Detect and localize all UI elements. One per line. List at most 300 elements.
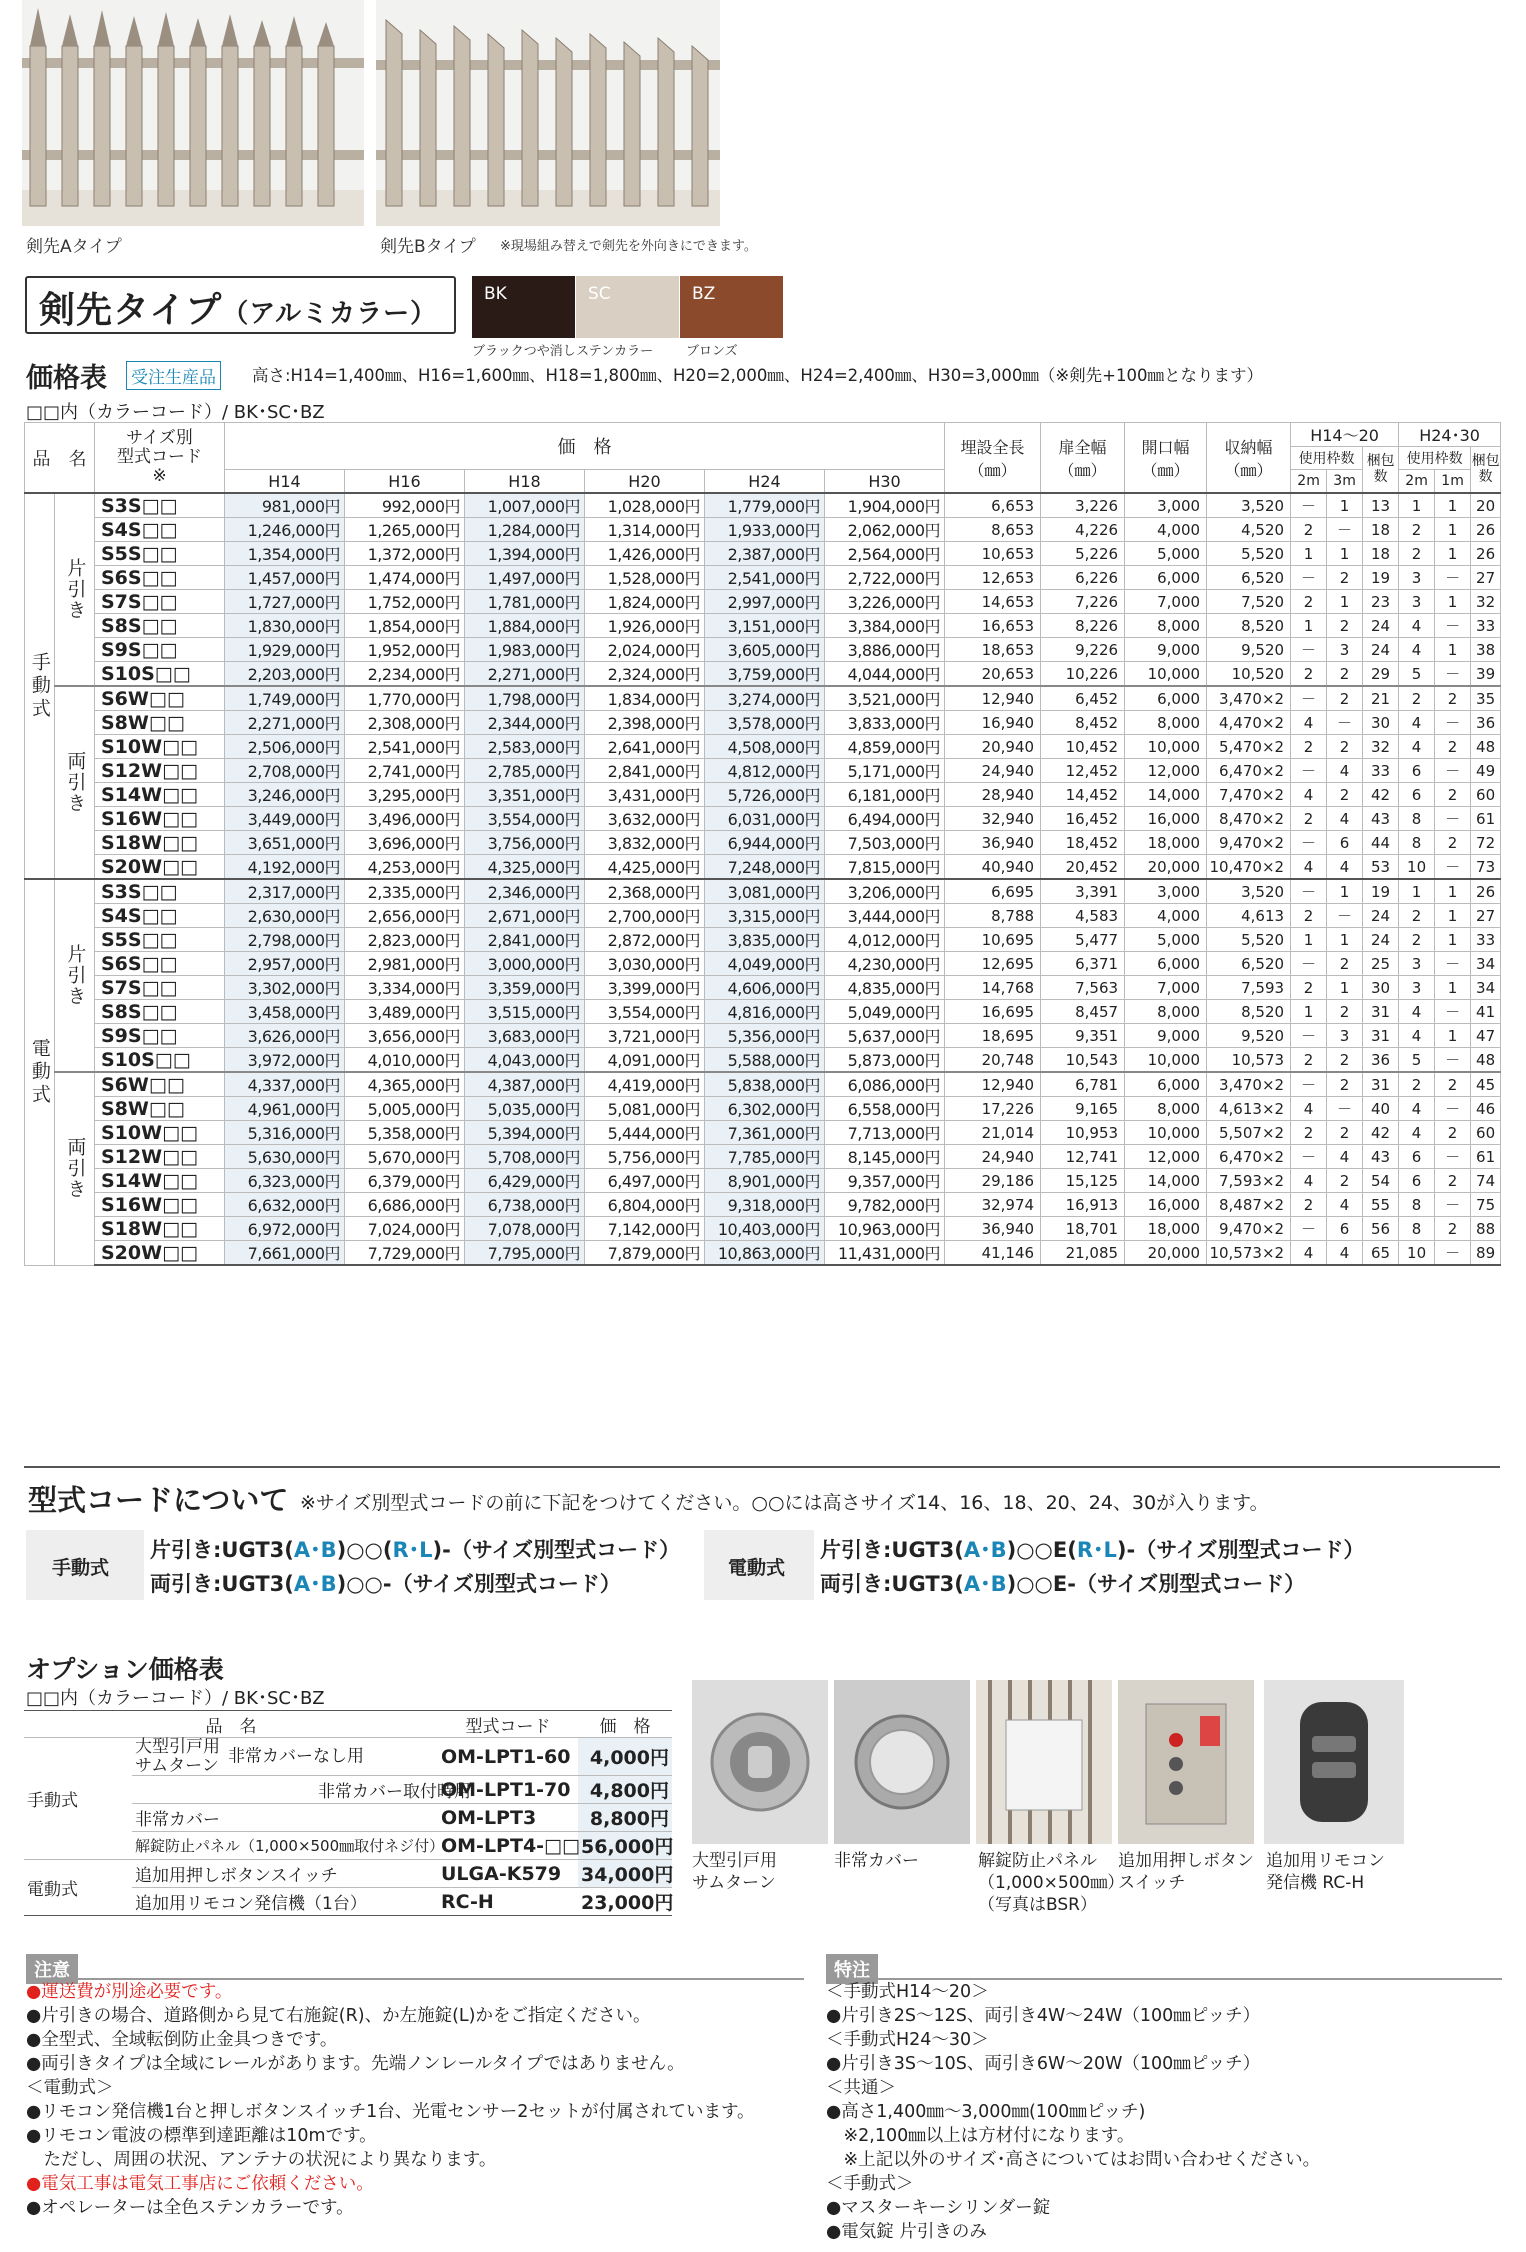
count-cell: 4 — [1399, 711, 1435, 735]
price-cell: 6,379,000円 — [345, 1169, 465, 1193]
price-cell: 7,078,000円 — [465, 1217, 585, 1241]
count-cell: 29 — [1363, 662, 1399, 687]
opt-code-0: OM-LPT1-60 — [438, 1738, 578, 1776]
dimension-cell: 41,146 — [945, 1241, 1041, 1266]
dimension-cell: 10,000 — [1125, 1121, 1207, 1145]
option-color-note: □□内（カラーコード）/ BK･SC･BZ — [26, 1688, 325, 1709]
count-cell: 1 — [1435, 928, 1471, 952]
price-cell: 1,933,000円 — [705, 518, 825, 542]
dimension-cell: 24,940 — [945, 759, 1041, 783]
count-cell: － — [1435, 1145, 1471, 1169]
price-cell: 1,834,000円 — [585, 686, 705, 711]
price-cell: 3,399,000円 — [585, 976, 705, 1000]
count-cell: 2 — [1435, 686, 1471, 711]
opt-name-2: 非常カバー — [132, 1804, 438, 1832]
price-cell: 2,024,000円 — [585, 638, 705, 662]
count-cell: － — [1435, 759, 1471, 783]
price-cell: 8,901,000円 — [705, 1169, 825, 1193]
custom-title: 特注 — [826, 1954, 878, 1984]
dimension-cell: 8,226 — [1041, 614, 1125, 638]
size-code: S10S□□ — [95, 662, 225, 687]
price-cell: 11,431,000円 — [825, 1241, 945, 1266]
price-cell: 3,651,000円 — [225, 831, 345, 855]
count-cell: 2 — [1435, 735, 1471, 759]
dimension-cell: 29,186 — [945, 1169, 1041, 1193]
color-code-note: □□内（カラーコード）/ BK･SC･BZ — [26, 402, 325, 423]
dimension-cell: 18,701 — [1041, 1217, 1125, 1241]
count-cell: － — [1291, 759, 1327, 783]
count-cell: 26 — [1471, 542, 1501, 566]
count-cell: 60 — [1471, 1121, 1501, 1145]
th-kakaku: 価 格 — [225, 423, 945, 470]
dimension-cell: 32,940 — [945, 807, 1041, 831]
code-fragment: )○○E-（サイズ別型式コード） — [1006, 1572, 1306, 1596]
opt-code-2: OM-LPT3 — [438, 1804, 578, 1832]
count-cell: 8 — [1399, 1217, 1435, 1241]
opt-price-4: 34,000円 — [578, 1860, 672, 1888]
price-cell: 2,823,000円 — [345, 928, 465, 952]
count-cell: 25 — [1363, 952, 1399, 976]
count-cell: 31 — [1363, 1072, 1399, 1097]
price-cell: 3,030,000円 — [585, 952, 705, 976]
dimension-cell: 18,000 — [1125, 831, 1207, 855]
count-cell: － — [1327, 904, 1363, 928]
count-cell: 41 — [1471, 1000, 1501, 1024]
count-cell: 34 — [1471, 976, 1501, 1000]
count-cell: 1 — [1435, 542, 1471, 566]
code-fragment: )○○E( — [1006, 1538, 1077, 1562]
count-cell: 30 — [1363, 976, 1399, 1000]
price-cell: 7,729,000円 — [345, 1241, 465, 1266]
dimension-cell: 8,000 — [1125, 711, 1207, 735]
count-cell: 1 — [1327, 928, 1363, 952]
count-cell: 31 — [1363, 1000, 1399, 1024]
count-cell: 2 — [1291, 1121, 1327, 1145]
price-cell: 2,841,000円 — [585, 759, 705, 783]
count-cell: 1 — [1399, 493, 1435, 518]
price-cell: 3,833,000円 — [825, 711, 945, 735]
caution-item: ●リモコン発信機1台と押しボタンスイッチ1台、光電センサー2セットが付属されています。 — [26, 2102, 755, 2122]
count-cell: 32 — [1471, 590, 1501, 614]
price-cell: 2,700,000円 — [585, 904, 705, 928]
fence-photo-type-b — [376, 0, 720, 226]
th-h14: H14 — [225, 470, 345, 494]
size-code: S6W□□ — [95, 686, 225, 711]
dimension-cell: 36,940 — [945, 831, 1041, 855]
caution-item: ただし、周囲の状況、アンテナの状況により異なります。 — [26, 2150, 497, 2170]
dimension-cell: 9,226 — [1041, 638, 1125, 662]
dimension-cell: 4,000 — [1125, 518, 1207, 542]
dimension-cell: 20,748 — [945, 1048, 1041, 1073]
count-cell: － — [1435, 614, 1471, 638]
count-cell: 2 — [1435, 831, 1471, 855]
count-cell: 36 — [1363, 1048, 1399, 1073]
count-cell: 43 — [1363, 1145, 1399, 1169]
price-cell: 1,798,000円 — [465, 686, 585, 711]
electric-code-line-1 — [820, 1534, 1365, 1564]
option-photo-cover — [834, 1680, 970, 1844]
size-code: S6W□□ — [95, 1072, 225, 1097]
price-cell: 3,515,000円 — [465, 1000, 585, 1024]
price-cell: 1,394,000円 — [465, 542, 585, 566]
price-cell: 5,356,000円 — [705, 1024, 825, 1048]
dimension-cell: 16,913 — [1041, 1193, 1125, 1217]
count-cell: 2 — [1327, 735, 1363, 759]
size-code: S5S□□ — [95, 928, 225, 952]
dimension-cell: 12,695 — [945, 952, 1041, 976]
count-cell: － — [1327, 1097, 1363, 1121]
swatch-caption-bk: ブラックつや消し — [472, 344, 576, 359]
dimension-cell: 16,000 — [1125, 807, 1207, 831]
price-cell: 3,458,000円 — [225, 1000, 345, 1024]
dimension-cell: 7,000 — [1125, 976, 1207, 1000]
count-cell: 61 — [1471, 807, 1501, 831]
count-cell: 38 — [1471, 638, 1501, 662]
count-cell: 4 — [1399, 638, 1435, 662]
price-cell: 6,632,000円 — [225, 1193, 345, 1217]
opt-row-name — [132, 1738, 438, 1776]
price-cell: 9,357,000円 — [825, 1169, 945, 1193]
count-cell: － — [1435, 1241, 1471, 1266]
count-cell: 4 — [1399, 1121, 1435, 1145]
size-code: S16W□□ — [95, 1193, 225, 1217]
table-row — [25, 1024, 1501, 1048]
price-cell: 6,558,000円 — [825, 1097, 945, 1121]
count-cell: － — [1291, 831, 1327, 855]
count-cell: 2 — [1399, 904, 1435, 928]
caution-title: 注意 — [26, 1954, 78, 1984]
size-code: S7S□□ — [95, 590, 225, 614]
price-cell: 4,049,000円 — [705, 952, 825, 976]
dimension-cell: 20,452 — [1041, 855, 1125, 880]
price-cell: 3,756,000円 — [465, 831, 585, 855]
dimension-cell: 9,165 — [1041, 1097, 1125, 1121]
price-cell: 3,626,000円 — [225, 1024, 345, 1048]
price-cell: 2,234,000円 — [345, 662, 465, 687]
count-cell: 8 — [1399, 831, 1435, 855]
count-cell: － — [1327, 711, 1363, 735]
price-cell: 1,904,000円 — [825, 493, 945, 518]
price-cell: 3,696,000円 — [345, 831, 465, 855]
price-cell: 3,151,000円 — [705, 614, 825, 638]
count-cell: 2 — [1435, 1072, 1471, 1097]
made-to-order-badge: 受注生産品 — [126, 361, 221, 390]
option-photo-remote — [1264, 1680, 1404, 1844]
price-cell: 4,253,000円 — [345, 855, 465, 880]
dimension-cell: 5,470×2 — [1207, 735, 1291, 759]
count-cell: 40 — [1363, 1097, 1399, 1121]
option-table — [24, 1710, 672, 1916]
size-code: S20W□□ — [95, 855, 225, 880]
dimension-cell: 5,520 — [1207, 928, 1291, 952]
price-cell: 1,727,000円 — [225, 590, 345, 614]
table-row — [25, 518, 1501, 542]
count-cell: 10 — [1399, 1241, 1435, 1266]
opt-price-5: 23,000円 — [578, 1888, 672, 1916]
dimension-cell: 12,940 — [945, 686, 1041, 711]
count-cell: 2 — [1327, 566, 1363, 590]
size-code: S6S□□ — [95, 952, 225, 976]
opt-price-0: 4,000円 — [578, 1738, 672, 1776]
price-cell: 3,431,000円 — [585, 783, 705, 807]
count-cell: 45 — [1471, 1072, 1501, 1097]
price-cell: 6,972,000円 — [225, 1217, 345, 1241]
dimension-cell: 6,000 — [1125, 686, 1207, 711]
custom-item: ●片引き2S～12S、両引き4W～24W（100㎜ピッチ） — [826, 2006, 1261, 2026]
dimension-cell: 28,940 — [945, 783, 1041, 807]
count-cell: 89 — [1471, 1241, 1501, 1266]
table-row — [25, 638, 1501, 662]
custom-list — [826, 1980, 1320, 2244]
table-row — [25, 855, 1501, 880]
price-cell: 3,578,000円 — [705, 711, 825, 735]
count-cell: 3 — [1399, 590, 1435, 614]
count-cell: 4 — [1291, 1169, 1327, 1193]
dimension-cell: 18,000 — [1125, 1217, 1207, 1241]
price-cell: 1,983,000円 — [465, 638, 585, 662]
price-cell: 5,171,000円 — [825, 759, 945, 783]
opt-name-4: 追加用押しボタンスイッチ — [132, 1860, 438, 1888]
price-cell: 4,425,000円 — [585, 855, 705, 880]
price-cell: 3,226,000円 — [825, 590, 945, 614]
dimension-cell: 18,695 — [945, 1024, 1041, 1048]
dimension-cell: 6,452 — [1041, 686, 1125, 711]
dimension-cell: 10,953 — [1041, 1121, 1125, 1145]
size-code: S20W□□ — [95, 1241, 225, 1266]
count-cell: 13 — [1363, 493, 1399, 518]
dimension-cell: 10,226 — [1041, 662, 1125, 687]
dimension-cell: 3,226 — [1041, 493, 1125, 518]
size-code: S7S□□ — [95, 976, 225, 1000]
custom-item: ●電気錠 片引きのみ — [826, 2222, 987, 2242]
dimension-cell: 16,940 — [945, 711, 1041, 735]
price-cell: 5,035,000円 — [465, 1097, 585, 1121]
swatch-sc: SC — [576, 276, 679, 338]
price-cell: 9,318,000円 — [705, 1193, 825, 1217]
dimension-cell: 14,000 — [1125, 1169, 1207, 1193]
option-photo-button — [1118, 1680, 1254, 1844]
dimension-cell: 4,226 — [1041, 518, 1125, 542]
dimension-cell: 4,520 — [1207, 518, 1291, 542]
caution-item: ●リモコン電波の標準到達距離は10mです。 — [26, 2126, 377, 2146]
count-cell: 43 — [1363, 807, 1399, 831]
count-cell: 1 — [1435, 904, 1471, 928]
swatch-bk: BK — [472, 276, 575, 338]
price-cell: 6,494,000円 — [825, 807, 945, 831]
count-cell: 19 — [1363, 566, 1399, 590]
dimension-cell: 8,470×2 — [1207, 807, 1291, 831]
count-cell: 18 — [1363, 542, 1399, 566]
price-cell: 5,838,000円 — [705, 1072, 825, 1097]
dimension-cell: 14,768 — [945, 976, 1041, 1000]
price-cell: 6,302,000円 — [705, 1097, 825, 1121]
th-maisetsu: 埋設全長 （㎜） — [945, 423, 1041, 494]
dimension-cell: 6,000 — [1125, 566, 1207, 590]
dimension-cell: 24,940 — [945, 1145, 1041, 1169]
count-cell: 2 — [1291, 1193, 1327, 1217]
price-cell: 1,354,000円 — [225, 542, 345, 566]
count-cell: 1 — [1327, 976, 1363, 1000]
price-cell: 10,863,000円 — [705, 1241, 825, 1266]
count-cell: 4 — [1327, 855, 1363, 880]
caption-type-b: 剣先Bタイプ — [380, 237, 476, 257]
dimension-cell: 8,000 — [1125, 614, 1207, 638]
option-photo-samturn — [692, 1680, 828, 1844]
size-code: S6S□□ — [95, 566, 225, 590]
dimension-cell: 6,695 — [945, 879, 1041, 904]
price-cell: 1,926,000円 — [585, 614, 705, 638]
th-1m: 1m — [1435, 470, 1471, 494]
price-cell: 2,564,000円 — [825, 542, 945, 566]
price-cell: 1,749,000円 — [225, 686, 345, 711]
table-row — [25, 1121, 1501, 1145]
samturn-icon — [692, 1680, 828, 1844]
price-cell: 1,372,000円 — [345, 542, 465, 566]
dimension-cell: 5,507×2 — [1207, 1121, 1291, 1145]
dimension-cell: 16,452 — [1041, 807, 1125, 831]
price-table — [24, 422, 1501, 1266]
dimension-cell: 12,452 — [1041, 759, 1125, 783]
dimension-cell: 12,000 — [1125, 1145, 1207, 1169]
opt-name-1: 非常カバー取付時用 — [132, 1776, 438, 1804]
count-cell: － — [1435, 566, 1471, 590]
dimension-cell: 9,470×2 — [1207, 1217, 1291, 1241]
count-cell: 2 — [1291, 1048, 1327, 1073]
count-cell: 65 — [1363, 1241, 1399, 1266]
count-cell: 75 — [1471, 1193, 1501, 1217]
count-cell: 2 — [1291, 590, 1327, 614]
price-cell: 4,961,000円 — [225, 1097, 345, 1121]
price-cell: 2,203,000円 — [225, 662, 345, 687]
price-cell: 3,521,000円 — [825, 686, 945, 711]
size-code: S8W□□ — [95, 711, 225, 735]
dimension-cell: 3,470×2 — [1207, 1072, 1291, 1097]
dimension-cell: 10,573 — [1207, 1048, 1291, 1073]
price-cell: 5,394,000円 — [465, 1121, 585, 1145]
dimension-cell: 20,000 — [1125, 1241, 1207, 1266]
dimension-cell: 12,653 — [945, 566, 1041, 590]
price-cell: 3,496,000円 — [345, 807, 465, 831]
price-cell: 3,315,000円 — [705, 904, 825, 928]
count-cell: 27 — [1471, 904, 1501, 928]
table-row — [25, 590, 1501, 614]
manual-code-line-2 — [150, 1568, 621, 1598]
dimension-cell: 32,974 — [945, 1193, 1041, 1217]
price-cell: 7,713,000円 — [825, 1121, 945, 1145]
count-cell: 60 — [1471, 783, 1501, 807]
dimension-cell: 8,457 — [1041, 1000, 1125, 1024]
dimension-cell: 8,520 — [1207, 614, 1291, 638]
katashiki-title: 型式コードについて — [28, 1483, 289, 1517]
table-row — [25, 686, 1501, 711]
table-row — [25, 614, 1501, 638]
dimension-cell: 18,452 — [1041, 831, 1125, 855]
dimension-cell: 9,000 — [1125, 638, 1207, 662]
th-tobira: 扉全幅 （㎜） — [1041, 423, 1125, 494]
dimension-cell: 6,470×2 — [1207, 1145, 1291, 1169]
opt-name-3: 解錠防止パネル（1,000×500㎜取付ネジ付） — [132, 1832, 438, 1860]
count-cell: 23 — [1363, 590, 1399, 614]
price-cell: 6,429,000円 — [465, 1169, 585, 1193]
price-cell: 10,403,000円 — [705, 1217, 825, 1241]
count-cell: 4 — [1399, 735, 1435, 759]
price-cell: 1,497,000円 — [465, 566, 585, 590]
dimension-cell: 8,452 — [1041, 711, 1125, 735]
count-cell: 1 — [1435, 638, 1471, 662]
count-cell: 2 — [1399, 518, 1435, 542]
table-row — [25, 807, 1501, 831]
price-cell: 5,670,000円 — [345, 1145, 465, 1169]
size-code: S5S□□ — [95, 542, 225, 566]
count-cell: 4 — [1399, 614, 1435, 638]
code-fragment: 両引き:UGT3( — [820, 1572, 964, 1596]
count-cell: 24 — [1363, 904, 1399, 928]
th-h24: H24 — [705, 470, 825, 494]
count-cell: 74 — [1471, 1169, 1501, 1193]
count-cell: 73 — [1471, 855, 1501, 880]
price-cell: 4,365,000円 — [345, 1072, 465, 1097]
price-cell: 7,879,000円 — [585, 1241, 705, 1266]
dimension-cell: 15,125 — [1041, 1169, 1125, 1193]
th-konpo-2: 梱包 数 — [1471, 447, 1501, 494]
option-caption: 大型引戸用 サムターン — [692, 1851, 777, 1894]
price-cell: 5,708,000円 — [465, 1145, 585, 1169]
product-title-box — [25, 276, 456, 334]
price-cell: 2,346,000円 — [465, 879, 585, 904]
code-fragment: )○○-（サイズ別型式コード） — [336, 1572, 621, 1596]
size-code: S9S□□ — [95, 1024, 225, 1048]
price-cell: 3,656,000円 — [345, 1024, 465, 1048]
price-cell: 1,426,000円 — [585, 542, 705, 566]
price-cell: 3,334,000円 — [345, 976, 465, 1000]
code-fragment: )-（サイズ別型式コード） — [1116, 1538, 1365, 1562]
count-cell: － — [1435, 952, 1471, 976]
price-cell: 3,359,000円 — [465, 976, 585, 1000]
count-cell: 2 — [1327, 614, 1363, 638]
price-cell: 7,248,000円 — [705, 855, 825, 880]
price-cell: 5,005,000円 — [345, 1097, 465, 1121]
count-cell: － — [1291, 1145, 1327, 1169]
price-cell: 4,012,000円 — [825, 928, 945, 952]
option-caption: 解錠防止パネル （1,000×500㎜） （写真はBSR） — [978, 1851, 1125, 1916]
price-cell: 4,010,000円 — [345, 1048, 465, 1073]
th-h16: H16 — [345, 470, 465, 494]
dimension-cell: 9,000 — [1125, 1024, 1207, 1048]
price-cell: 6,804,000円 — [585, 1193, 705, 1217]
th-kaiko: 開口幅 （㎜） — [1125, 423, 1207, 494]
caution-item: ●オペレーターは全色ステンカラーです。 — [26, 2198, 354, 2218]
count-cell: － — [1435, 1048, 1471, 1073]
height-note: 高さ:H14=1,400㎜、H16=1,600㎜、H18=1,800㎜、H20=2,000㎜、H24=2,400㎜、H30=3,000㎜（※剣先+100㎜となります） — [252, 366, 1263, 385]
caution-item: ＜電動式＞ — [26, 2078, 114, 2098]
custom-item: ＜手動式＞ — [826, 2174, 914, 2194]
count-cell: 2 — [1327, 1121, 1363, 1145]
dimension-cell: 8,788 — [945, 904, 1041, 928]
price-cell: 1,752,000円 — [345, 590, 465, 614]
dimension-cell: 8,000 — [1125, 1000, 1207, 1024]
push-button-icon — [1118, 1680, 1254, 1844]
count-cell: 2 — [1327, 1169, 1363, 1193]
price-cell: 3,351,000円 — [465, 783, 585, 807]
dimension-cell: 5,226 — [1041, 542, 1125, 566]
count-cell: 3 — [1399, 566, 1435, 590]
price-cell: 2,722,000円 — [825, 566, 945, 590]
count-cell: 6 — [1399, 759, 1435, 783]
price-cell: 7,142,000円 — [585, 1217, 705, 1241]
fence-type-a-illustration — [22, 0, 364, 226]
table-row — [25, 566, 1501, 590]
table-row — [25, 735, 1501, 759]
